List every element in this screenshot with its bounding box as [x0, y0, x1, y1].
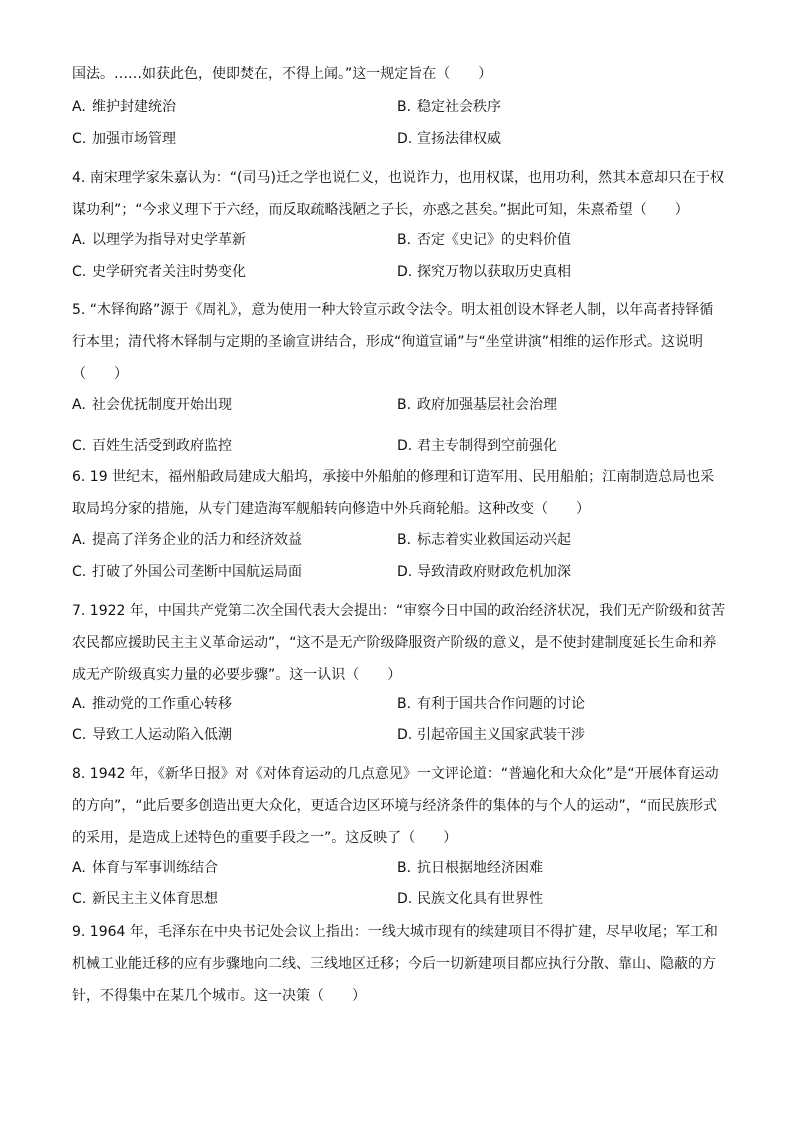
option-text: 导致工人运动陷入低潮	[92, 727, 232, 743]
q4-option-b[interactable]	[397, 230, 571, 250]
option-text: 抗日根据地经济困难	[417, 860, 543, 876]
question-3-stem: 国法。……如获此色，使即焚在，不得上闻。”这一规定旨在（ ）	[72, 66, 493, 82]
option-letter: C.	[72, 438, 87, 454]
option-text: 引起帝国主义国家武装干涉	[417, 727, 585, 743]
question-8-stem: 8. 1942 年，《新华日报》对《对体育运动的几点意见》一文评论道：“普遍化和大众化”是“开展体育运动的方向”，“此后要多创造出更大众化，更适合边区环境与经济条件的集体的与个人的运动”，“而民族形式的采用，是造成上述特色的重要手段之一”。这反映了（ ）	[72, 766, 719, 846]
option-text: 民族文化具有世界性	[417, 891, 543, 907]
option-letter: D.	[397, 891, 413, 907]
option-text: 新民主主义体育思想	[92, 891, 218, 907]
option-letter: A.	[72, 696, 86, 712]
q3-option-b[interactable]	[397, 97, 501, 117]
option-text: 标志着实业救国运动兴起	[417, 532, 571, 548]
option-letter: B.	[397, 232, 412, 248]
question-6-stem: 6. 19 世纪末，福州船政局建成大船坞，承接中外船舶的修理和订造军用、民用船舶；江南制造总局也采取局坞分家的措施，从专门建造海军舰船转向修造中外兵商轮船。这种改变（ ）	[72, 469, 715, 517]
option-text: 社会优抚制度开始出现	[92, 397, 232, 413]
q3-option-d[interactable]	[397, 129, 501, 149]
option-text: 稳定社会秩序	[417, 99, 501, 115]
option-letter: B.	[397, 696, 412, 712]
option-letter: B.	[397, 397, 412, 413]
q4-option-c[interactable]	[72, 262, 246, 282]
option-text: 君主专制得到空前强化	[417, 438, 557, 454]
option-text: 史学研究者关注时势变化	[92, 264, 246, 280]
option-letter: A.	[72, 397, 86, 413]
q6-option-b[interactable]	[397, 530, 571, 550]
option-letter: A.	[72, 232, 86, 248]
q4-option-a[interactable]	[72, 230, 246, 250]
q3-option-a[interactable]	[72, 97, 176, 117]
q7-option-c[interactable]	[72, 725, 232, 745]
question-9-stem: 9. 1964 年，毛泽东在中央书记处会议上指出：一线大城市现有的续建项目不得扩建，尽早收尾；军工和机械工业能迁移的应有步骤地向二线、三线地区迁移；今后一切新建项目都应执行分散、靠山、隐蔽的方针，不得集中在某几个城市。这一决策（ ）	[72, 924, 718, 1004]
option-letter: B.	[397, 99, 412, 115]
q6-option-d[interactable]	[397, 562, 571, 582]
option-letter: D.	[397, 564, 413, 580]
option-letter: A.	[72, 532, 86, 548]
option-letter: C.	[72, 727, 87, 743]
question-4-stem: 4. 南宋理学家朱嘉认为：“(司马)迁之学也说仁义，也说诈力，也用权谋，也用功利，然其本意却只在于权谋功利”；“今求义理下于六经，而反取疏略浅陋之子长，亦惑之甚矣。”据此可知，朱熹希望（ ）	[72, 170, 724, 218]
option-letter: D.	[397, 438, 413, 454]
q8-option-d[interactable]	[397, 889, 543, 909]
option-letter: C.	[72, 131, 87, 147]
option-letter: B.	[397, 860, 412, 876]
option-letter: A.	[72, 860, 86, 876]
option-letter: C.	[72, 564, 87, 580]
option-text: 探究万物以获取历史真相	[417, 264, 571, 280]
q5-option-d[interactable]	[397, 436, 557, 456]
option-letter: D.	[397, 264, 413, 280]
option-text: 加强市场管理	[92, 131, 176, 147]
option-text: 有利于国共合作问题的讨论	[417, 696, 585, 712]
option-letter: C.	[72, 891, 87, 907]
option-letter: A.	[72, 99, 86, 115]
question-5-stem: 5. “木铎徇路”源于《周礼》，意为使用一种大铃宣示政令法令。明太祖创设木铎老人制，以年高者持铎循行本里；清代将木铎制与定期的圣谕宣讲结合，形成“徇道宣诵”与“坐堂讲演”相维的运作形式。这说明（ ）	[72, 302, 714, 382]
q3-option-c[interactable]	[72, 129, 176, 149]
option-letter: D.	[397, 131, 413, 147]
option-text: 政府加强基层社会治理	[417, 397, 557, 413]
option-text: 提高了洋务企业的活力和经济效益	[92, 532, 302, 548]
option-letter: B.	[397, 532, 412, 548]
option-text: 导致清政府财政危机加深	[417, 564, 571, 580]
q7-option-a[interactable]	[72, 694, 232, 714]
option-letter: C.	[72, 264, 87, 280]
q7-option-b[interactable]	[397, 694, 585, 714]
q5-option-b[interactable]	[397, 395, 557, 415]
q6-option-a[interactable]	[72, 530, 302, 550]
q5-option-a[interactable]	[72, 395, 232, 415]
question-7-stem: 7. 1922 年，中国共产党第二次全国代表大会提出：“审察今日中国的政治经济状况，我们无产阶级和贫苦农民都应援助民主主义革命运动”，“这不是无产阶级降服资产阶级的意义，是不使封建制度延长生命和养成无产阶级真实力量的必要步骤”。这一认识（ ）	[72, 603, 726, 683]
option-text: 百姓生活受到政府监控	[92, 438, 232, 454]
q7-option-d[interactable]	[397, 725, 585, 745]
option-text: 否定《史记》的史料价值	[417, 232, 571, 248]
q6-option-c[interactable]	[72, 562, 302, 582]
option-text: 体育与军事训练结合	[92, 860, 218, 876]
q4-option-d[interactable]	[397, 262, 571, 282]
option-text: 维护封建统治	[92, 99, 176, 115]
option-letter: D.	[397, 727, 413, 743]
q8-option-a[interactable]	[72, 858, 218, 878]
option-text: 以理学为指导对史学革新	[92, 232, 246, 248]
option-text: 宣扬法律权威	[417, 131, 501, 147]
option-text: 打破了外国公司垄断中国航运局面	[92, 564, 302, 580]
q5-option-c[interactable]	[72, 436, 232, 456]
q8-option-b[interactable]	[397, 858, 543, 878]
option-text: 推动党的工作重心转移	[92, 696, 232, 712]
q8-option-c[interactable]	[72, 889, 218, 909]
